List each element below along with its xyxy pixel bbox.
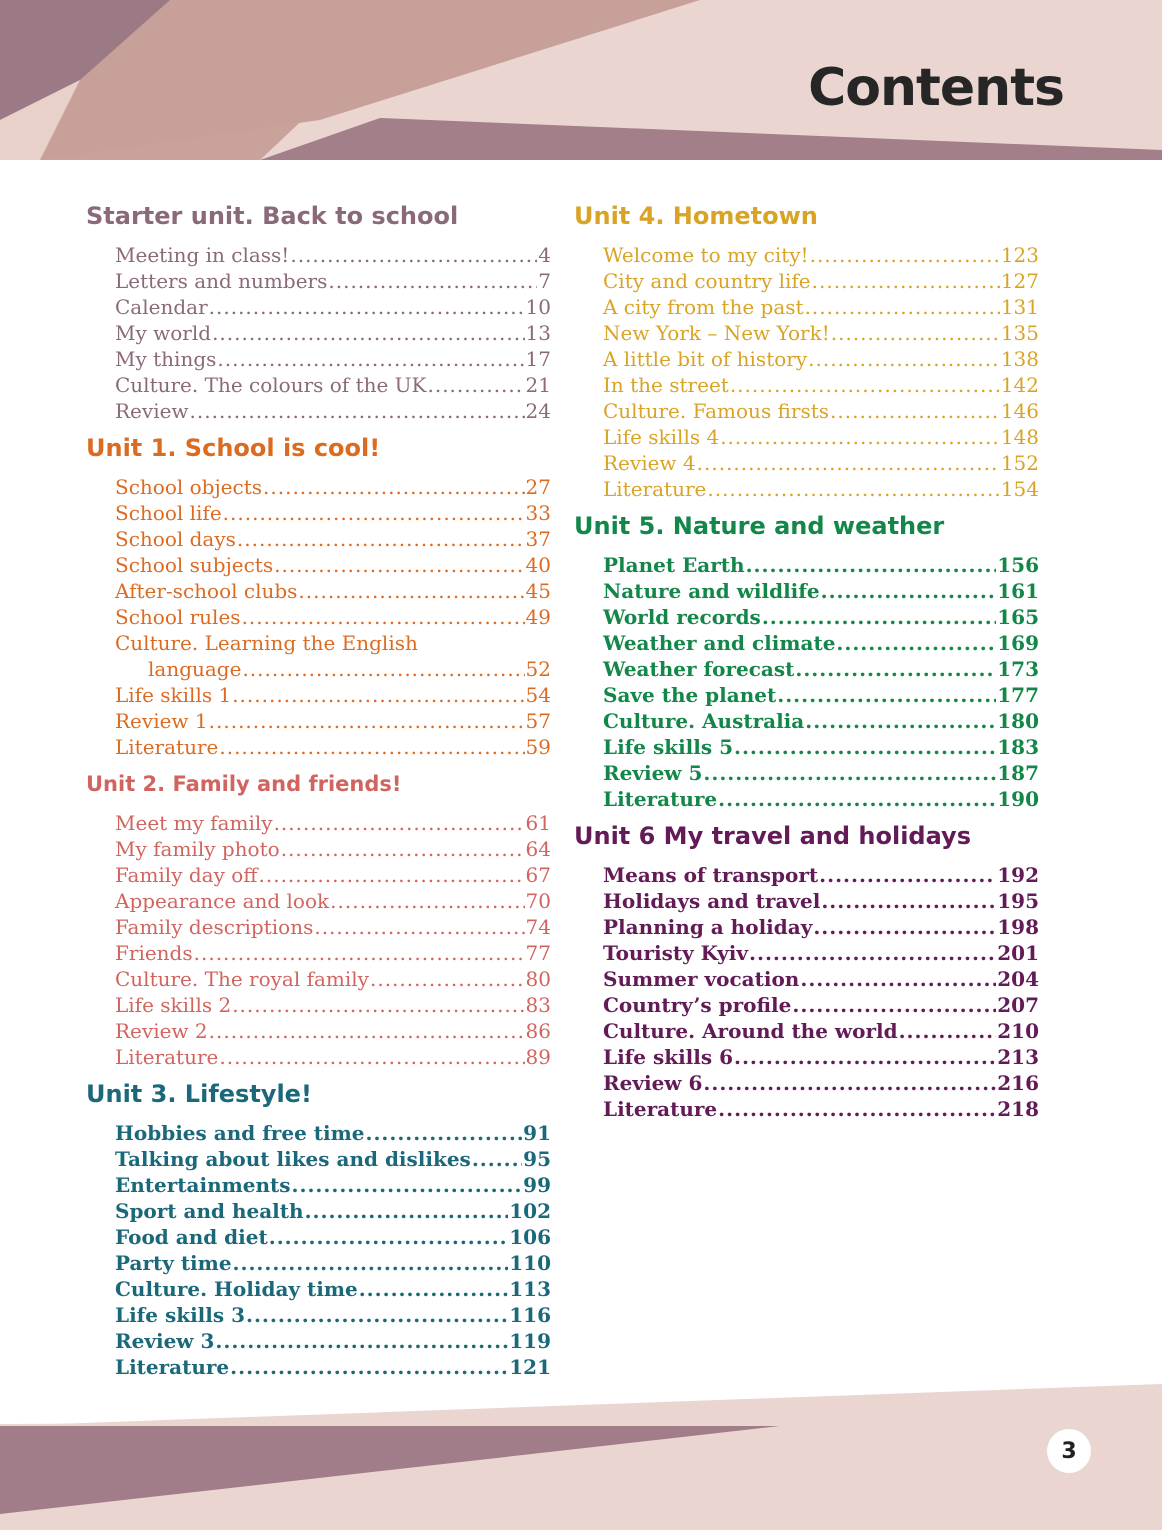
entry-title: Life skills 5 [603,735,733,759]
entry-page-number: 4 [538,243,551,267]
entry-title-continued: language [148,657,242,681]
unit-heading: Starter unit. Back to school [86,202,459,230]
entry-page-number: 180 [997,709,1039,733]
dot-leader [215,1328,508,1354]
entry-title: Calendar [115,295,208,319]
toc-entry[interactable] [603,604,1039,630]
entry-title: Save the planet [603,683,777,707]
toc-entry[interactable] [115,810,551,836]
entry-title: Talking about likes and dislikes [115,1147,471,1171]
entry-title: Country’s profile [603,993,792,1017]
entry-title: Nature and wildlife [603,579,820,603]
unit-section [86,432,551,760]
entry-page-number: 152 [1000,451,1039,475]
entry-page-number: 192 [997,863,1039,887]
entry-page-number: 201 [997,941,1039,965]
toc-entry[interactable] [603,450,1039,476]
dot-leader [237,526,525,552]
entry-title: Meeting in class! [115,243,290,267]
entry-page-number: 52 [525,657,551,681]
toc-entry[interactable] [603,966,1039,992]
toc-entry[interactable] [115,1276,551,1302]
entry-title: Literature [115,1045,219,1069]
entry-title: Planet Earth [603,553,745,577]
contents-column-left [86,200,551,1388]
entry-title: Sport and health [115,1199,304,1223]
entry-page-number: 61 [525,811,551,835]
toc-entry[interactable] [603,786,1039,812]
dot-leader [718,786,996,812]
toc-entry[interactable] [115,630,551,682]
toc-entry[interactable] [603,708,1039,734]
dot-leader [812,268,1000,294]
entry-page-number: 45 [525,579,551,603]
entry-title: Food and diet [115,1225,268,1249]
toc-entry[interactable] [115,1224,551,1250]
toc-entry[interactable] [115,888,551,914]
dot-leader [734,1044,996,1070]
entry-title: Entertainments [115,1173,291,1197]
entry-title: Life skills 4 [603,425,720,449]
entry-page-number: 123 [1000,243,1039,267]
toc-entry[interactable] [115,268,551,294]
entry-title: Means of transport [603,863,819,887]
toc-entry[interactable] [115,966,551,992]
entry-page-number: 177 [997,683,1039,707]
dot-leader [292,1172,523,1198]
unit-section [574,200,1039,502]
toc-entry[interactable] [603,914,1039,940]
entry-list [86,474,551,760]
entry-title: Literature [603,1097,718,1121]
entry-page-number: 80 [525,967,551,991]
entry-page-number: 146 [1000,399,1039,423]
entry-page-number: 148 [1000,425,1039,449]
entry-list [86,242,551,424]
toc-entry[interactable] [115,604,551,630]
toc-entry[interactable] [603,268,1039,294]
toc-entry[interactable] [603,578,1039,604]
dot-leader [314,914,524,940]
entry-page-number: 110 [509,1251,551,1275]
dot-leader [232,992,524,1018]
dot-leader [831,320,1000,346]
dot-leader [259,862,525,888]
entry-title: Culture. Famous firsts [603,399,830,423]
toc-entry[interactable] [115,1146,551,1172]
entry-title: School objects [115,475,263,499]
unit-heading: Unit 5. Nature and weather [574,512,945,540]
dot-leader [209,1018,525,1044]
dot-leader [233,1250,509,1276]
toc-entry[interactable] [115,734,551,760]
dot-leader [281,836,525,862]
unit-heading: Unit 6 My travel and holidays [574,822,971,850]
entry-title: Summer vocation [603,967,800,991]
toc-entry[interactable] [115,294,551,320]
toc-entry[interactable] [603,552,1039,578]
dot-leader [209,708,525,734]
entry-page-number: 102 [509,1199,551,1223]
dot-leader [242,656,524,682]
entry-title: Culture. The royal family [115,967,369,991]
dot-leader [263,474,525,500]
entry-title: Friends [115,941,193,965]
dot-leader [819,862,996,888]
entry-title: Literature [603,787,718,811]
unit-heading: Unit 4. Hometown [574,202,818,230]
entry-title: New York – New York! [603,321,830,345]
dot-leader [795,656,996,682]
entry-list [574,862,1039,1122]
dot-leader [707,476,999,502]
toc-entry[interactable] [115,940,551,966]
entry-page-number: 116 [509,1303,551,1327]
toc-entry[interactable] [115,242,551,268]
entry-title: Review 2 [115,1019,208,1043]
toc-entry[interactable] [115,708,551,734]
page-title: Contents [808,58,1064,118]
entry-title: In the street [603,373,729,397]
toc-entry[interactable] [603,424,1039,450]
dot-leader [427,372,524,398]
unit-heading: Unit 2. Family and friends! [86,772,402,796]
toc-entry[interactable] [115,1354,551,1380]
entry-page-number: 187 [997,761,1039,785]
entry-page-number: 169 [997,631,1039,655]
unit-heading: Unit 3. Lifestyle! [86,1080,312,1108]
dot-leader [274,810,525,836]
entry-page-number: 106 [509,1225,551,1249]
entry-page-number: 216 [997,1071,1039,1095]
toc-entry[interactable] [603,372,1039,398]
dot-leader [800,966,996,992]
entry-title: Culture. Around the world [603,1019,898,1043]
dot-leader [697,450,1000,476]
dot-leader [219,734,524,760]
footer-decoration [0,1384,1162,1530]
dot-leader [734,734,996,760]
entry-page-number: 54 [525,683,551,707]
dot-leader [703,1070,996,1096]
entry-title: Review 1 [115,709,208,733]
entry-title: Review 3 [115,1329,215,1353]
entry-page-number: 210 [997,1019,1039,1043]
toc-entry[interactable] [115,1250,551,1276]
toc-entry[interactable] [115,346,551,372]
unit-section [86,1078,551,1380]
entry-page-number: 121 [509,1355,551,1379]
entry-page-number: 218 [997,1097,1039,1121]
toc-entry[interactable] [603,294,1039,320]
entry-page-number: 135 [1000,321,1039,345]
entry-page-number: 198 [997,915,1039,939]
toc-entry[interactable] [603,1096,1039,1122]
toc-entry[interactable] [115,500,551,526]
entry-page-number: 74 [525,915,551,939]
contents-column-right [574,200,1039,1130]
toc-entry[interactable] [115,1198,551,1224]
dot-leader [777,682,996,708]
dot-leader [359,1276,509,1302]
unit-heading: Unit 1. School is cool! [86,434,381,462]
entry-page-number: 207 [997,993,1039,1017]
dot-leader [792,992,996,1018]
dot-leader [810,242,1000,268]
entry-title: Review 6 [603,1071,703,1095]
dot-leader [746,552,997,578]
toc-entry[interactable] [603,476,1039,502]
toc-entry[interactable] [603,1018,1039,1044]
dot-leader [805,708,996,734]
entry-title: Letters and numbers [115,269,328,293]
toc-entry[interactable] [603,888,1039,914]
entry-list [574,242,1039,502]
entry-title: Life skills 2 [115,993,232,1017]
entry-page-number: 165 [997,605,1039,629]
entry-title: Appearance and look [115,889,330,913]
dot-leader [718,1096,996,1122]
entry-title: Welcome to my city! [603,243,809,267]
toc-entry[interactable] [115,1172,551,1198]
entry-page-number: 204 [997,967,1039,991]
entry-title: Literature [115,735,219,759]
entry-page-number: 142 [1000,373,1039,397]
entry-page-number: 40 [525,553,551,577]
dot-leader [370,966,525,992]
toc-entry[interactable] [115,578,551,604]
entry-title: Culture. Learning the English [115,631,418,655]
entry-title: Touristy Kyiv [603,941,749,965]
entry-title: Meet my family [115,811,273,835]
entry-title: Weather and climate [603,631,836,655]
entry-page-number: 64 [525,837,551,861]
toc-entry[interactable] [603,940,1039,966]
entry-title: Party time [115,1251,232,1275]
entry-page-number: 183 [997,735,1039,759]
entry-page-number: 67 [525,863,551,887]
toc-entry[interactable] [603,682,1039,708]
entry-page-number: 13 [525,321,551,345]
dot-leader [830,398,1000,424]
dot-leader [209,294,525,320]
entry-page-number: 7 [538,269,551,293]
entry-page-number: 37 [525,527,551,551]
entry-list [574,552,1039,812]
dot-leader [821,578,997,604]
entry-page-number: 156 [997,553,1039,577]
dot-leader [290,242,537,268]
entry-page-number: 173 [997,657,1039,681]
entry-title: World records [603,605,761,629]
entry-page-number: 77 [525,941,551,965]
toc-entry[interactable] [115,1302,551,1328]
dot-leader [190,398,525,424]
dot-leader [217,346,524,372]
unit-section [574,510,1039,812]
entry-title: Life skills 3 [115,1303,245,1327]
toc-entry[interactable] [115,1044,551,1070]
entry-page-number: 21 [525,373,551,397]
entry-title: Literature [603,477,707,501]
toc-entry[interactable] [115,682,551,708]
dot-leader [305,1198,509,1224]
entry-list [86,810,551,1070]
entry-title: School subjects [115,553,274,577]
entry-title: City and country life [603,269,811,293]
entry-page-number: 138 [1000,347,1039,371]
toc-entry[interactable] [115,914,551,940]
entry-title: Culture. The colours of the UK [115,373,427,397]
dot-leader [298,578,524,604]
dot-leader [730,372,1000,398]
toc-entry[interactable] [115,836,551,862]
entry-title: School days [115,527,236,551]
entry-page-number: 10 [525,295,551,319]
entry-title: Culture. Australia [603,709,805,733]
entry-title: My things [115,347,217,371]
entry-page-number: 161 [997,579,1039,603]
dot-leader [328,268,537,294]
unit-section [86,200,551,424]
entry-title: Review 4 [603,451,696,475]
entry-title: My world [115,321,212,345]
entry-page-number: 154 [1000,477,1039,501]
entry-page-number: 86 [525,1019,551,1043]
dot-leader [899,1018,997,1044]
entry-page-number: 89 [525,1045,551,1069]
entry-page-number: 70 [525,889,551,913]
entry-page-number: 59 [525,735,551,759]
entry-page-number: 131 [1000,295,1039,319]
entry-page-number: 113 [509,1277,551,1301]
dot-leader [720,424,1000,450]
toc-entry[interactable] [603,320,1039,346]
entry-title: Holidays and travel [603,889,821,913]
toc-entry[interactable] [603,656,1039,682]
dot-leader [230,1354,508,1380]
dot-leader [246,1302,508,1328]
dot-leader [836,630,996,656]
toc-entry[interactable] [603,862,1039,888]
entry-title: My family photo [115,837,280,861]
entry-title: Life skills 1 [115,683,232,707]
dot-leader [223,500,525,526]
dot-leader [194,940,525,966]
entry-title: Planning a holiday [603,915,813,939]
unit-section [574,820,1039,1122]
toc-entry[interactable] [115,526,551,552]
dot-leader [269,1224,509,1250]
entry-page-number: 213 [997,1045,1039,1069]
dot-leader [813,914,996,940]
entry-title: School life [115,501,222,525]
entry-page-number: 91 [523,1121,551,1145]
entry-title: Weather forecast [603,657,795,681]
dot-leader [232,682,524,708]
toc-entry[interactable] [603,630,1039,656]
unit-section [86,768,551,1070]
entry-title: A little bit of history [603,347,808,371]
entry-title: Literature [115,1355,230,1379]
toc-entry[interactable] [115,862,551,888]
dot-leader [212,320,524,346]
entry-page-number: 95 [523,1147,551,1171]
toc-entry[interactable] [603,992,1039,1018]
entry-title: Culture. Holiday time [115,1277,358,1301]
entry-page-number: 190 [997,787,1039,811]
toc-entry[interactable] [115,1120,551,1146]
entry-page-number: 83 [525,993,551,1017]
dot-leader [365,1120,522,1146]
toc-entry[interactable] [603,1044,1039,1070]
entry-title: School rules [115,605,241,629]
dot-leader [808,346,1000,372]
toc-entry[interactable] [115,1328,551,1354]
dot-leader [703,760,996,786]
dot-leader [330,888,524,914]
entry-list [86,1120,551,1380]
toc-entry[interactable] [603,734,1039,760]
entry-title: Family day off [115,863,258,887]
dot-leader [274,552,524,578]
entry-title: Review [115,399,189,423]
entry-page-number: 127 [1000,269,1039,293]
toc-entry[interactable] [115,552,551,578]
dot-leader [219,1044,524,1070]
entry-page-number: 27 [525,475,551,499]
entry-title: Life skills 6 [603,1045,733,1069]
toc-entry[interactable] [115,992,551,1018]
toc-entry[interactable] [115,372,551,398]
entry-page-number: 17 [525,347,551,371]
toc-entry[interactable] [603,398,1039,424]
entry-page-number: 49 [525,605,551,629]
toc-entry[interactable] [603,346,1039,372]
toc-entry[interactable] [115,474,551,500]
toc-entry[interactable] [115,1018,551,1044]
dot-leader [472,1146,522,1172]
entry-page-number: 57 [525,709,551,733]
dot-leader [805,294,1000,320]
entry-title: Family descriptions [115,915,314,939]
entry-page-number: 33 [525,501,551,525]
entry-page-number: 24 [525,399,551,423]
toc-entry[interactable] [115,320,551,346]
toc-entry[interactable] [115,398,551,424]
toc-entry[interactable] [603,760,1039,786]
entry-title: Hobbies and free time [115,1121,365,1145]
entry-title: After-school clubs [115,579,298,603]
dot-leader [762,604,996,630]
entry-title: Review 5 [603,761,703,785]
dot-leader [749,940,996,966]
entry-page-number: 99 [523,1173,551,1197]
dot-leader [821,888,996,914]
toc-entry[interactable] [603,242,1039,268]
page-number: 3 [1047,1429,1091,1473]
entry-title: A city from the past [603,295,804,319]
entry-page-number: 119 [509,1329,551,1353]
entry-page-number: 195 [997,889,1039,913]
dot-leader [242,604,525,630]
toc-entry[interactable] [603,1070,1039,1096]
